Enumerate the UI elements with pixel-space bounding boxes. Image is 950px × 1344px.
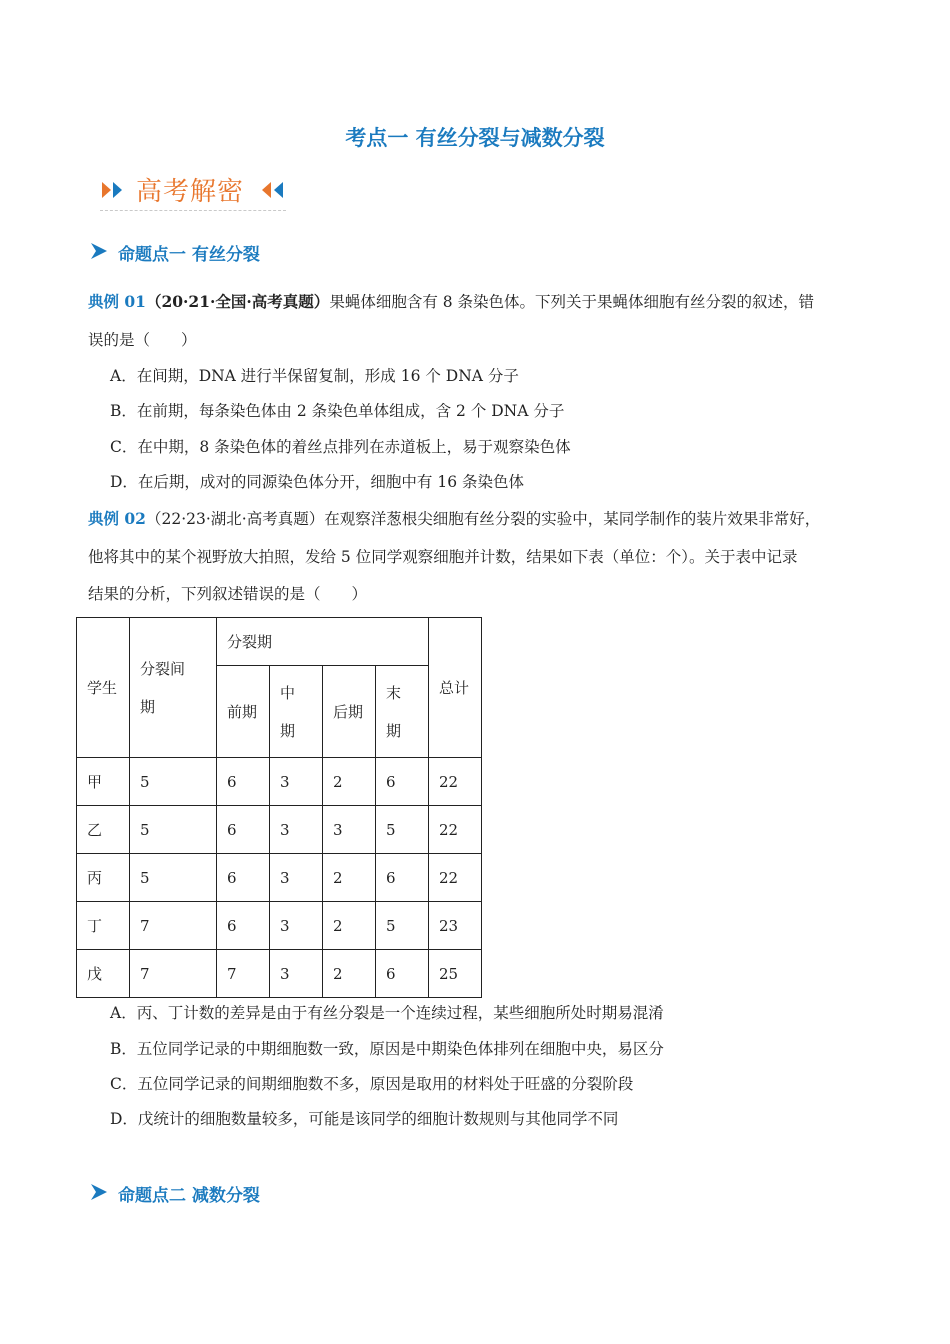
table-cell: 23 bbox=[429, 902, 482, 950]
table-cell: 3 bbox=[270, 950, 323, 998]
arrowhead-icon bbox=[88, 1183, 110, 1201]
table-cell: 22 bbox=[429, 758, 482, 806]
table-row bbox=[77, 902, 482, 950]
question-text: 果蝇体细胞含有 8 条染色体。下列关于果蝇体细胞有丝分裂的叙述，错 bbox=[329, 293, 815, 311]
table-cell: 6 bbox=[217, 806, 270, 854]
question-label: 典例 01 bbox=[88, 292, 146, 311]
table-cell: 5 bbox=[130, 854, 217, 902]
table-cell: 7 bbox=[130, 902, 217, 950]
section-heading-1 bbox=[88, 240, 260, 265]
page-title: 考点一 有丝分裂与减数分裂 bbox=[345, 126, 605, 150]
table-cell: 3 bbox=[270, 902, 323, 950]
table-cell: 乙 bbox=[77, 806, 130, 854]
table-header: 分裂间 期 bbox=[130, 618, 217, 758]
option-a: A．丙、丁计数的差异是由于有丝分裂是一个连续过程，某些细胞所处时期易混淆 bbox=[110, 1004, 664, 1022]
question-1-stem bbox=[88, 283, 878, 359]
table-cell: 6 bbox=[217, 902, 270, 950]
table-cell: 3 bbox=[270, 854, 323, 902]
table-cell: 6 bbox=[217, 854, 270, 902]
double-left-arrow-icon bbox=[260, 180, 290, 200]
table-cell: 6 bbox=[376, 758, 429, 806]
table-cell: 25 bbox=[429, 950, 482, 998]
option-b: B．在前期，每条染色体由 2 条染色单体组成，含 2 个 DNA 分子 bbox=[110, 402, 565, 420]
table-header: 中 期 bbox=[270, 666, 323, 758]
table-header: 总计 bbox=[429, 618, 482, 758]
table-cell: 5 bbox=[130, 806, 217, 854]
question-text: 在观察洋葱根尖细胞有丝分裂的实验中，某同学制作的装片效果非常好， bbox=[324, 510, 821, 528]
option-b: B．五位同学记录的中期细胞数一致，原因是中期染色体排列在细胞中央，易区分 bbox=[110, 1040, 664, 1058]
table-header: 末 期 bbox=[376, 666, 429, 758]
banner-divider bbox=[100, 210, 286, 211]
option-c: C．在中期，8 条染色体的着丝点排列在赤道板上，易于观察染色体 bbox=[110, 438, 571, 456]
table-cell: 丙 bbox=[77, 854, 130, 902]
table-row bbox=[77, 854, 482, 902]
table-row bbox=[77, 806, 482, 854]
table-cell: 7 bbox=[130, 950, 217, 998]
question-text: 误的是（ ） bbox=[88, 330, 197, 349]
table-header: 后期 bbox=[323, 666, 376, 758]
section-title: 命题点一 有丝分裂 bbox=[118, 245, 260, 265]
table-cell: 2 bbox=[323, 902, 376, 950]
question-source: （22·23·湖北·高考真题） bbox=[145, 510, 325, 528]
section-heading-2 bbox=[88, 1181, 260, 1206]
table-cell: 5 bbox=[376, 902, 429, 950]
option-d: D．在后期，成对的同源染色体分开，细胞中有 16 条染色体 bbox=[110, 473, 525, 491]
table-cell: 3 bbox=[323, 806, 376, 854]
table-cell: 3 bbox=[270, 758, 323, 806]
table-cell: 6 bbox=[376, 950, 429, 998]
option-c: C．五位同学记录的间期细胞数不多，原因是取用的材料处于旺盛的分裂阶段 bbox=[110, 1075, 634, 1093]
question-source: （20·21·全国·高考真题） bbox=[145, 292, 330, 311]
table-cell: 2 bbox=[323, 758, 376, 806]
question-text: 结果的分析，下列叙述错误的是（ ） bbox=[88, 585, 368, 603]
section-banner bbox=[100, 170, 288, 214]
question-label: 典例 02 bbox=[88, 509, 146, 528]
double-right-arrow-icon bbox=[100, 180, 130, 200]
table-cell: 戊 bbox=[77, 950, 130, 998]
table-cell: 3 bbox=[270, 806, 323, 854]
question-text: 他将其中的某个视野放大拍照，发给 5 位同学观察细胞并计数，结果如下表（单位：个）。关于表中记录 bbox=[88, 547, 798, 566]
table-header: 分裂期 bbox=[217, 618, 429, 666]
question-2-stem bbox=[88, 500, 888, 614]
arrowhead-icon bbox=[88, 242, 110, 260]
table-cell: 2 bbox=[323, 950, 376, 998]
table-cell: 5 bbox=[130, 758, 217, 806]
table-cell: 甲 bbox=[77, 758, 130, 806]
table-cell: 22 bbox=[429, 854, 482, 902]
option-d: D．戊统计的细胞数量较多，可能是该同学的细胞计数规则与其他同学不同 bbox=[110, 1110, 619, 1128]
option-a: A．在间期，DNA 进行半保留复制，形成 16 个 DNA 分子 bbox=[110, 367, 519, 385]
table-cell: 6 bbox=[376, 854, 429, 902]
cell-count-table bbox=[76, 617, 482, 998]
table-row bbox=[77, 758, 482, 806]
table-header: 前期 bbox=[217, 666, 270, 758]
table-cell: 22 bbox=[429, 806, 482, 854]
table-cell: 7 bbox=[217, 950, 270, 998]
section-title: 命题点二 减数分裂 bbox=[118, 1186, 260, 1206]
table-header: 学生 bbox=[77, 618, 130, 758]
table-row bbox=[77, 950, 482, 998]
table-cell: 5 bbox=[376, 806, 429, 854]
banner-label: 高考解密 bbox=[136, 177, 245, 207]
table-cell: 丁 bbox=[77, 902, 130, 950]
table-cell: 6 bbox=[217, 758, 270, 806]
table-cell: 2 bbox=[323, 854, 376, 902]
